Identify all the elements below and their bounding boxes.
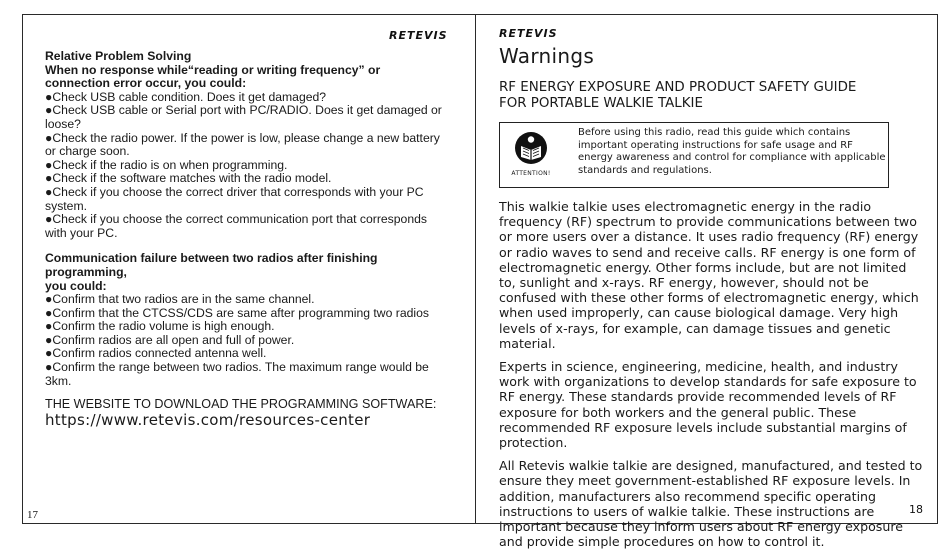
website-url-link[interactable]: https://www.retevis.com/resources-center [45, 410, 371, 429]
list-item: ●Check if you choose the correct driver that corresponds with your PC system. [45, 184, 424, 213]
list-item: ●Confirm the radio volume is high enough. [45, 319, 275, 334]
list-item: ●Check if you choose the correct communication port that corresponds with your PC. [45, 212, 427, 240]
list-item: ●Check USB cable condition. Does it get damaged? [45, 89, 327, 104]
attention-label: ATTENTION! [511, 170, 551, 177]
list-item: ●Check if the software matches with the radio model. [45, 171, 332, 186]
section2-title: Communication failure between two radios after finishing programming, [45, 251, 378, 279]
list-item: ●Confirm the range between two radios. The maximum range would be 3km. [45, 360, 429, 388]
left-page-content [45, 50, 445, 427]
right-page-content [499, 44, 929, 557]
list-item: ●Confirm that the CTCSS/CDS are same after programming two radios [45, 305, 429, 320]
attention-text: Before using this radio, read this guide which contains important operating instructions for safe usage and RF energy awareness and control for compliance with applicable standards and regulations. [578, 127, 886, 176]
read-manual-icon [508, 131, 554, 177]
list-item: ●Check USB cable or Serial port with PC/RADIO. Does it get damaged or loose? [45, 103, 442, 131]
list-item: ●Confirm radios connected antenna well. [45, 346, 267, 361]
list-item: ●Confirm that two radios are in the same channel. [45, 292, 315, 307]
section1-title: When no response while“reading or writing frequency” or connection error occur, you could: [45, 62, 381, 91]
paragraph: Experts in science, engineering, medicine, health, and industry work with organizations to develop standards for safe exposure to RF energy. These standards provide recommended levels of RF exposure for both workers and the general public. These recommended RF exposure levels include substantial margins of protection. [499, 359, 917, 451]
warning-body [499, 199, 925, 549]
paragraph: All Retevis walkie talkie are designed, manufactured, and tested to ensure they meet government-established RF exposure levels. In addition, manufacturers also recommend specific operating instructions to users of walkie talkie. These instructions are important because they inform users about RF energy exposure and provide simple procedures on how to control it. [499, 458, 923, 550]
page-fold-divider [475, 14, 476, 524]
list-item: ●Confirm radios are all open and full of power. [45, 332, 295, 347]
list-item: ●Check the radio power. If the power is low, please change a new battery or charge soon. [45, 130, 440, 159]
page-number-right: 18 [909, 503, 923, 516]
brand-logo-right: RETEVIS [499, 27, 558, 40]
brand-logo-left: RETEVIS [389, 29, 448, 42]
problem-solving-heading: Relative Problem Solving [45, 49, 192, 63]
website-label: THE WEBSITE TO DOWNLOAD THE PROGRAMMING SOFTWARE: [45, 397, 437, 412]
guide-subtitle-line2: FOR PORTABLE WALKIE TALKIE [499, 96, 703, 111]
guide-subtitle [499, 80, 929, 112]
page-title: Warnings [499, 44, 595, 68]
list-item: ●Check if the radio is on when programming. [45, 157, 288, 172]
section2-subtitle: you could: [45, 278, 107, 293]
paragraph: This walkie talkie uses electromagnetic energy in the radio frequency (RF) spectrum to provide communications between two or more users over a distance. It uses radio frequency (RF) energy or radio waves to send and receive calls. RF energy is one form of electromagnetic energy. Other forms include, but are not limited to, sunlight and x-rays. RF energy, however, should not be confused with these other forms of electromagnetic energy, which when used improperly, can cause biological damage. Very high levels of x-rays, for example, can damage tissues and genetic material. [499, 199, 919, 351]
attention-box [499, 122, 889, 188]
page-number-left: 17 [27, 509, 38, 521]
guide-subtitle-line1: RF ENERGY EXPOSURE AND PRODUCT SAFETY GUIDE [499, 80, 857, 95]
